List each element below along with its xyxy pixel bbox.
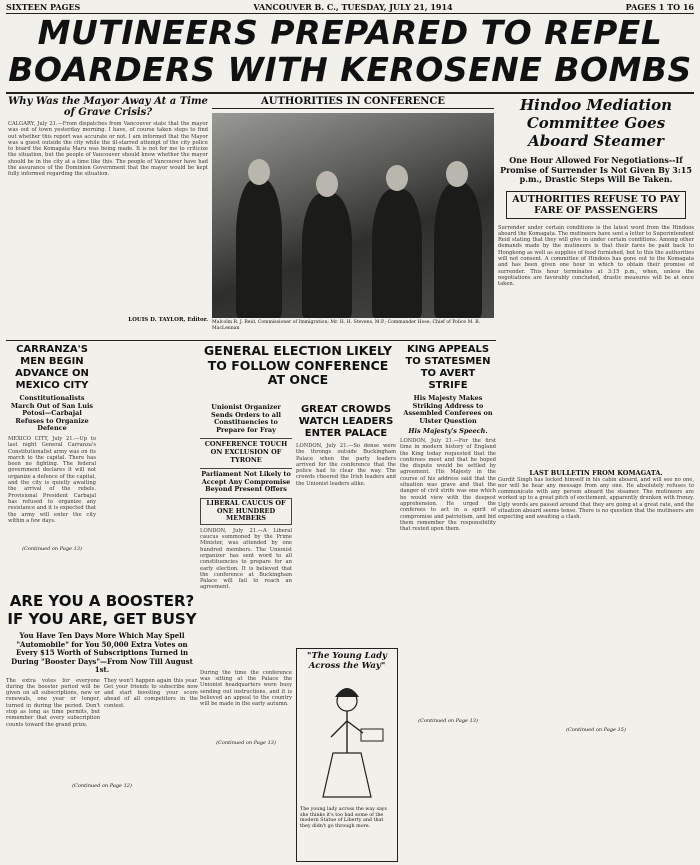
- mayor-article: [8, 96, 208, 341]
- face-1: [248, 159, 270, 185]
- crowds-headline: GREAT CROWDS WATCH LEADERS ENTER PALACE: [298, 404, 394, 439]
- section-rule: [6, 340, 496, 341]
- election-subhead-3: Parliament Not Likely to Accept Any Compromise Beyond Present Offers: [201, 470, 291, 494]
- figure-4: [434, 183, 482, 318]
- booster-headline: ARE YOU A BOOSTER? IF YOU ARE, GET BUSY: [7, 592, 197, 628]
- photo-heading: AUTHORITIES IN CONFERENCE: [212, 96, 494, 109]
- bulletin-body: Gurdit Singh has locked himself in his cabin aboard, and will see no one, nor will he hear any message from any one. He absolutely refuses to communicate with any person aboard the steamer. The mutineers are worked up to a great pitch of excitement, apparently drunken with frenzy. Ugly words are passed around that they are going at a great rate, and the situation aboard seems tense. There is no question that the mutineers are expecting and awaiting a clash.: [498, 476, 694, 521]
- mediation-headline: Hindoo Mediation Committee Goes Aboard Steamer: [519, 96, 673, 150]
- election-continued: (Continued on Page 13): [216, 739, 276, 746]
- mediation-article: [498, 96, 694, 816]
- carranza-continued: (Continued on Page 13): [22, 545, 82, 552]
- election-subhead-2: CONFERENCE TOUCH ON EXCLUSION OF TYRONE: [200, 438, 292, 464]
- king-speech-heading: His Majesty's Speech.: [408, 427, 488, 436]
- young-lady-caption: The young lady across the way says she thinks it's too bad some of the modern Statue of Liberty and that they didn't go through more.: [300, 807, 387, 829]
- booster-continued: (Continued on Page 12): [72, 782, 132, 789]
- face-4: [446, 161, 468, 187]
- mediation-continued: (Continued on Page 15): [566, 726, 626, 733]
- booster-body-2: They won't happen again this year. Get your friends to subscribe now and start boosting your score ahead of all competitors in the contest.: [104, 677, 198, 709]
- election-subhead-1: Unionist Organizer Sends Orders to all Constituencies to Prepare for Fray: [211, 404, 281, 434]
- mayor-headline: Why Was the Mayor Away At a Time of Grave Crisis?: [8, 96, 208, 118]
- king-continued: (Continued on Page 13): [418, 717, 478, 724]
- mediation-subhead: One Hour Allowed For Negotiations--If Promise of Surrender Is Not Given By 3:15 p.m., Drastic Steps Will Be Taken.: [500, 155, 692, 184]
- figure-1: [236, 179, 282, 318]
- carranza-subhead: Constitutionalists March Out of San Luis Potosi—Carbajal Refuses to Organize Defence: [10, 394, 94, 433]
- dateline: VANCOUVER B. C., TUESDAY, JULY 21, 1914: [253, 2, 453, 12]
- carranza-body: MEXICO CITY, July 21.—Up to last night General Carranza's Constitutionalist army was on its march to the capital. There has been no fighting. The federal government declares it will not organize a defence of the capital, and the city is quietly awaiting the arrival of the rebels. Provisional President Carbajal has refused to organize any resistance and it is expected that the army will enter the city within a few days.: [8, 435, 96, 524]
- face-3: [386, 165, 408, 191]
- king-body: LONDON, July 21.—For the first time in modern history of England the King today requested that the conferees meet and that he hoped the dispute would be settled by agreement. His Majesty in the course of his address said that the situation was grave and that the danger of civil strife was one which he would view with the deepest apprehension. He urged the conferees to act in a spirit of compromise and patriotism, and bid them remember the responsibility that rested upon them.: [400, 437, 496, 533]
- bulletin-heading: LAST BULLETIN FROM KOMAGATA.: [529, 468, 663, 477]
- banner-line-2: BOARDERS WITH KEROSENE BOMBS: [8, 50, 692, 89]
- poincaire-article: [100, 344, 198, 589]
- king-article: [400, 344, 496, 814]
- liberal-caucus-box: LIBERAL CAUCUS OF ONE HUNDRED MEMBERS: [200, 498, 292, 525]
- election-headline: GENERAL ELECTION LIKELY TO FOLLOW CONFERENCE AT ONCE: [203, 344, 393, 387]
- mediation-body: Surrender under certain conditions is the latest word from the Hindoos aboard the Komagata. The mutineers have sent a letter to Superintendent Reid stating that they will give in under certain conditions. Among other demands made by the mutineers is that their fares be paid back to Hongkong as well as supplies of food furnished, but to this the authorities will not consent. A committee of Hindoos has gone out to the Komagata and has been given one hour in which to obtain their promise of surrender. This hour terminates at 3:15 p.m., when, unless the negotiations are favorably concluded, drastic measures will be at once taken.: [498, 224, 694, 288]
- poincaire-body: [100, 347, 198, 467]
- photo-caption: Malcolm R. J. Reid, Commissioner of Immigration; Mr. H. H. Stevens, M.P.; Commander Hose; Chief of Police M. B. MacLennan: [212, 320, 481, 331]
- booster-article: [6, 592, 198, 862]
- masthead-strip: [6, 2, 694, 14]
- crowds-body: LONDON, July 21.—So dense were the throngs outside Buckingham Palace when the party leaders arrived for the conference that the police had to clear the way. The crowds cheered the Irish leaders and the Unionist leaders alike.: [296, 443, 396, 487]
- carranza-headline: CARRANZA'S MEN BEGIN ADVANCE ON MEXICO CITY: [15, 344, 89, 391]
- crowds-article: [296, 404, 396, 644]
- election-body: LONDON, July 21.—A Liberal caucus summoned by the Prime Minister, was attended by one hundred members. The Unionist organizer has sent word to all constituencies to prepare for an early election. It is believed that the conference at Buckingham Palace will fail to reach an agreement.: [200, 527, 292, 591]
- page-count-left: SIXTEEN PAGES: [6, 2, 81, 12]
- mayor-byline: LOUIS D. TAYLOR, Editor.: [128, 317, 208, 323]
- election-headline-box: [200, 344, 396, 402]
- booster-body: The extra votes for everyone during the booster period will be given on all subscriptions, new or renewals, one year or longer, turned in during the period. Don't stop as long as time permits, but remember that every subscription counts toward the grand prize.: [6, 677, 100, 728]
- king-headline: KING APPEALS TO STATESMEN TO AVERT STRIFE: [405, 344, 491, 391]
- booster-subhead: You Have Ten Days More Which May Spell "Automobile" for You 50,000 Extra Votes on Every $15 Worth of Subscriptions Turned in During "Booster Days"—From Now Till August 1st.: [11, 631, 193, 674]
- election-body-2: During the time the conference was sitting at the Palace the Unionist headquarters were busy sending out instructions, and it is believed an appeal to the country will be made in the early autumn.: [200, 669, 292, 708]
- young-lady-cartoon: [296, 648, 398, 862]
- page-count-right: PAGES 1 TO 16: [625, 2, 694, 12]
- election-article: [200, 404, 292, 814]
- king-subhead: His Majesty Makes Striking Address to Assembled Conferees on Ulster Question: [403, 394, 493, 425]
- refuse-fare-box: AUTHORITIES REFUSE TO PAY FARE OF PASSENGERS: [506, 191, 686, 219]
- face-2: [316, 171, 338, 197]
- conference-photo: [212, 113, 494, 318]
- banner-line-1: MUTINEERS PREPARED TO REPEL: [37, 14, 663, 52]
- photo-article: [212, 96, 494, 336]
- young-lady-headline: "The Young Lady Across the Way": [307, 651, 387, 671]
- figure-3: [372, 189, 422, 318]
- mayor-body: CALGARY, July 21.—From dispatches from Vancouver state that the mayor was out of town yesterday morning. I have, of course taken steps to find out whether this report was accurate or not. I am informed that the Mayor was a guest outside the city while the ill-starred attempt of the city police to board the Komagata Maru was being made. It is not for me to criticize the situation, but the people of Vancouver should know whether the mayor should be in the city at a time like this. The people of Vancouver have had the assurance of the Dominion Government that the mayor would be kept fully informed regarding the situation.: [8, 121, 208, 178]
- banner-headline: [6, 14, 694, 92]
- banner-rule: [6, 92, 694, 94]
- figure-2: [302, 193, 352, 318]
- young-lady-illustration: [297, 673, 395, 803]
- carranza-article: [8, 344, 96, 589]
